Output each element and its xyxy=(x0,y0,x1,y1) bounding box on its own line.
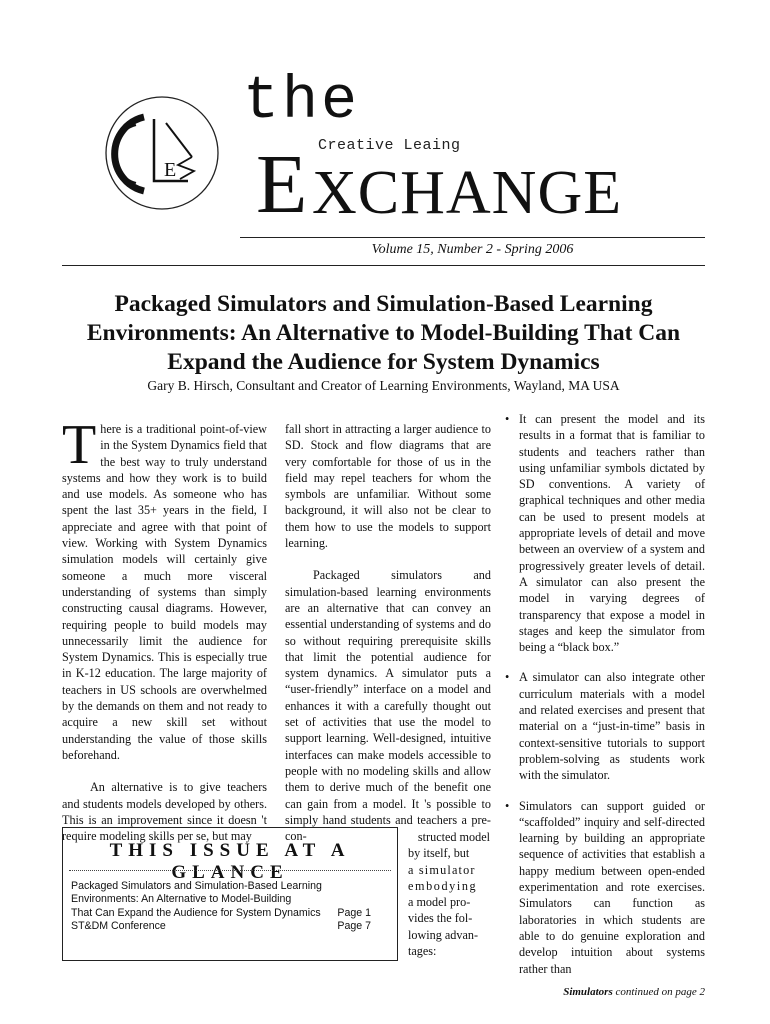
bullet-icon: • xyxy=(505,798,510,813)
logo-letter: E xyxy=(164,159,177,181)
masthead-creative-learning: Creative Leaing xyxy=(318,137,461,154)
masthead-the: the xyxy=(243,68,361,136)
drop-cap: T xyxy=(62,414,97,476)
glance-page: Page 7 xyxy=(337,919,371,932)
masthead-xchange: XCHANGE xyxy=(312,159,623,227)
glance-item-text: That Can Expand the Audience for System Dynamics xyxy=(71,906,321,919)
list-item-text: Simulators can support guided or “scaffolded” inquiry and self-directed learning by building an appropriate sequence of activities that establish a happy medium between open-ended experimentation and rote exercises. Simulators can function as laboratories in which students are able to do genuine exploration and develop intuition about systems rather than xyxy=(519,798,705,976)
paragraph-text: here is a traditional point-of-view in the System Dynamics field that the best way to truly understand systems and how they work is to build and use models. As someone who has spent the last 35+ years in the field, I appreciate and agree with that point of view. Working with System Dynamics simulation models will certainly give someone a much more visceral understanding of systems than simply constructing causal diagrams. However, requiring people to build models may unnecessarily limit the audience for System Dynamics. This is especially true in K-12 education. The large majority of teachers in US schools are overwhelmed by the demands on them and not ready to acquire a new skill set without understanding the value of those skills beforehand. xyxy=(62,422,267,762)
tail-line: tages: xyxy=(408,944,437,959)
list-item-text: It can present the model and its results in a format that is familiar to students and teachers rather than using unfamiliar symbols dictated by SD conventions. A variety of graphical techniques and other media can be used to present models at appropriate levels of detail and move between an overview of a system and progressively greater levels of detail. A simulator can also present the model in varying degrees of transparency that expose a model in stages and keep the simulator from being a “black box.” xyxy=(519,412,705,655)
continued-bold: Simulators xyxy=(563,986,613,998)
paragraph: fall short in attracting a larger audience to SD. Stock and flow diagrams that are very comfortable for those of us in the field may repel teachers for whom the symbols are unfamiliar. Without some background, it will also not be clear to them how to use the models to support learning. xyxy=(285,422,491,551)
article-column-2 xyxy=(285,421,491,844)
glance-item-text: ST&DM Conference xyxy=(71,919,166,932)
bullet-icon: • xyxy=(505,412,510,426)
article-column-3 xyxy=(505,411,705,991)
glance-divider xyxy=(69,870,391,872)
bullet-icon: • xyxy=(505,670,510,685)
tail-line: by itself, but xyxy=(408,846,470,861)
article-column-2-tail xyxy=(408,829,490,959)
tail-line: embodying xyxy=(408,878,478,893)
glance-item xyxy=(71,907,371,920)
creative-learning-logo xyxy=(104,95,220,211)
glance-item xyxy=(71,880,371,893)
volume-line: Volume 15, Number 2 - Spring 2006 xyxy=(371,242,574,257)
title-line: Environments: An Alternative to Model-Building That Can xyxy=(86,320,681,346)
glance-list xyxy=(71,880,371,933)
title-line: Packaged Simulators and Simulation-Based Learning xyxy=(114,291,653,317)
article-column-1 xyxy=(62,414,267,844)
continued-text: continued on page 2 xyxy=(612,986,705,998)
masthead-e: E xyxy=(256,138,308,231)
continued-note xyxy=(505,986,705,998)
paragraph: Packaged simulators and simulation-based learning environments are an alternative that can convey an essential understanding of systems and do so without requiring prerequisite skills that limit the potential audience for system dynamics. A simulator puts a “user-friendly” interface on a model and enhances it with a carefully thought out set of activities that use the model to support learning. Well-designed, intuitive interfaces can make models accessible to people with no modeling skills and allow them to derive much of the benefit one can gain from a model. It 's possible to simply hand students and teachers a pre-con- xyxy=(285,568,491,844)
list-item xyxy=(505,411,705,655)
glance-title: THIS ISSUE AT A GLANCE xyxy=(109,840,351,883)
tail-line: structed model xyxy=(417,830,490,844)
tail-line: lowing advan- xyxy=(408,927,479,942)
volume-rule xyxy=(62,265,705,266)
title-line: Expand the Audience for System Dynamics xyxy=(167,349,600,375)
glance-item xyxy=(71,893,371,906)
list-item xyxy=(505,798,705,977)
list-item-text: A simulator can also integrate other curriculum materials with a model and related exercises and present that material on a “just-in-time” basis in context-sensitive tutorials to support problem-solving as students work with the simulator. xyxy=(519,670,705,783)
tail-line: a model pro- xyxy=(408,895,471,910)
glance-item xyxy=(71,920,371,933)
article-title xyxy=(62,290,705,377)
byline: Gary B. Hirsch, Consultant and Creator of Learning Environments, Wayland, MA USA xyxy=(147,378,620,393)
glance-item-text: Packaged Simulators and Simulation-Based Learning xyxy=(71,880,322,892)
tail-line: vides the fol- xyxy=(408,911,473,926)
issue-at-a-glance-box xyxy=(62,827,398,961)
paragraph xyxy=(62,414,267,763)
list-item xyxy=(505,669,705,783)
glance-page: Page 1 xyxy=(337,906,371,919)
paragraph: An alternative is to give teachers and students models developed by others. This is an improvement since it doesn 't require modeling skills per se, but may xyxy=(62,780,267,844)
tail-line: a simulator xyxy=(408,862,476,877)
glance-item-text: Environments: An Alternative to Model-Building xyxy=(71,893,292,906)
masthead-rule xyxy=(240,237,705,238)
